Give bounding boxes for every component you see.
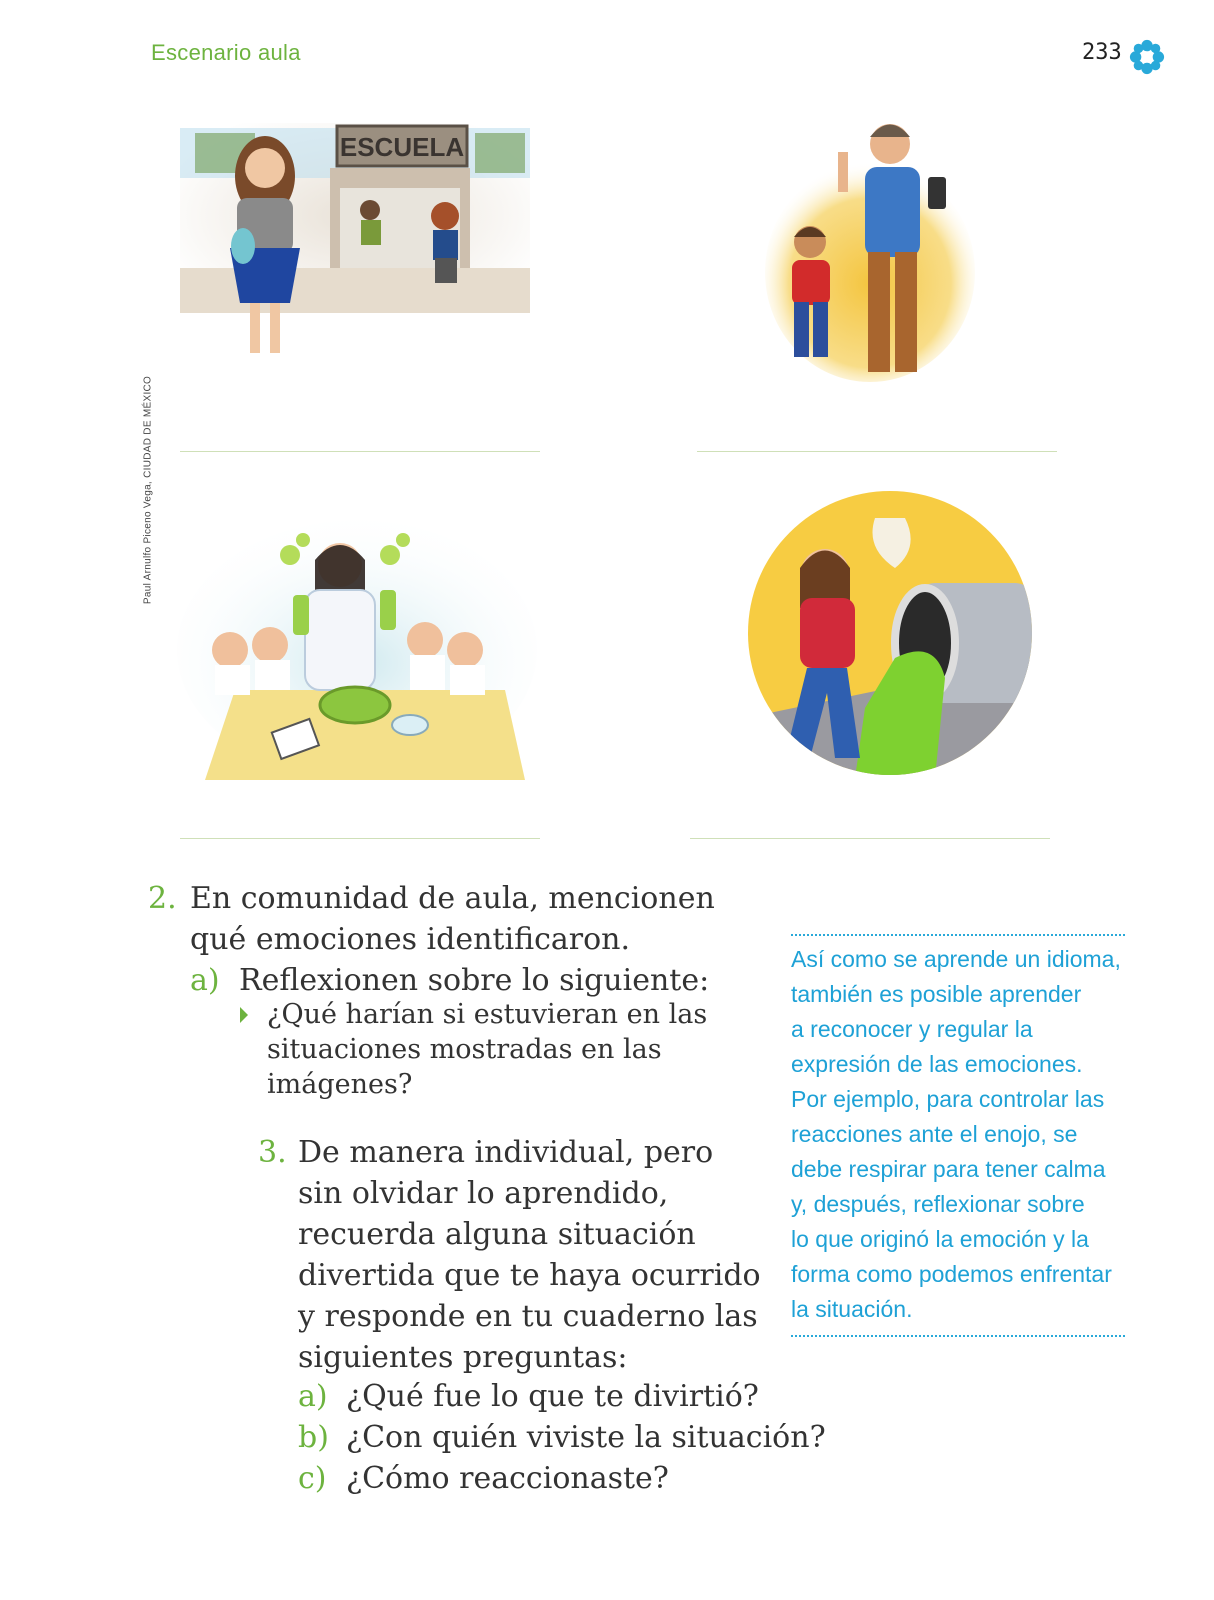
item-letter: b): [298, 1420, 329, 1455]
question-3-item-text: ¿Qué fue lo que te divirtió?: [346, 1379, 759, 1414]
question-3-line: siguientes preguntas:: [298, 1340, 628, 1375]
sidebar-line: debe respirar para tener calma: [791, 1156, 1106, 1182]
question-3-item-text: ¿Con quién viviste la situación?: [346, 1420, 826, 1455]
section-title: Escenario aula: [151, 40, 301, 65]
sidebar-line: Por ejemplo, para controlar las: [791, 1086, 1105, 1112]
item-letter: c): [298, 1461, 327, 1496]
sidebar-line: y, después, reflexionar sobre: [791, 1191, 1085, 1217]
page-number: 233: [1082, 40, 1122, 65]
sidebar-line: expresión de las emociones.: [791, 1051, 1083, 1077]
father-phone-illustration: [760, 112, 980, 392]
question-3-line: divertida que te haya ocurrido: [298, 1258, 761, 1293]
science-class-illustration: [175, 510, 540, 780]
sidebar-line: también es posible aprender: [791, 981, 1082, 1007]
question-number: 2.: [148, 881, 177, 916]
question-2-a-text: Reflexionen sobre lo siguiente:: [239, 963, 710, 998]
sidebar-line: forma como podemos enfrentar: [791, 1261, 1112, 1287]
bullet-icon: [240, 1007, 248, 1023]
sidebar-line: Así como se aprende un idioma,: [791, 946, 1121, 972]
question-3-item: [298, 1458, 327, 1499]
question-3-line: sin olvidar lo aprendido,: [298, 1176, 669, 1211]
question-3-item: [298, 1417, 329, 1458]
sidebar-line: lo que originó la emoción y la: [791, 1226, 1089, 1252]
item-letter: a): [298, 1379, 328, 1414]
answer-line[interactable]: [180, 451, 540, 452]
sidebar-note: [791, 934, 1125, 1337]
question-2-a: [190, 960, 220, 1001]
answer-line[interactable]: [697, 451, 1057, 452]
question-2-line: qué emociones identificaron.: [190, 922, 631, 957]
sidebar-line: reacciones ante el enojo, se: [791, 1121, 1078, 1147]
school-scene-illustration: [175, 118, 535, 368]
flower-icon: [1128, 38, 1166, 76]
question-3-line: recuerda alguna situación: [298, 1217, 696, 1252]
question-3: [258, 1132, 287, 1173]
bullet-line: imágenes?: [267, 1069, 413, 1100]
question-2-line: En comunidad de aula, mencionen: [190, 881, 715, 916]
question-3-item-text: ¿Cómo reaccionaste?: [346, 1461, 669, 1496]
sidebar-line: la situación.: [791, 1296, 913, 1322]
school-sign-text: ESCUELA: [339, 132, 465, 162]
item-letter: a): [190, 963, 220, 998]
answer-line[interactable]: [180, 838, 540, 839]
question-2: [148, 878, 177, 919]
illustration-credit: Paul Arnulfo Piceno Vega, CIUDAD DE MÉXICO: [142, 375, 154, 605]
question-3-line: De manera individual, pero: [298, 1135, 714, 1170]
answer-line[interactable]: [690, 838, 1050, 839]
sidebar-line: a reconocer y regular la: [791, 1016, 1033, 1042]
question-number: 3.: [258, 1135, 287, 1170]
drain-pipe-illustration: [745, 488, 1035, 778]
bullet-line: ¿Qué harían si estuvieran en las: [267, 999, 708, 1030]
question-3-item: [298, 1376, 328, 1417]
question-3-line: y responde en tu cuaderno las: [298, 1299, 758, 1334]
bullet-line: situaciones mostradas en las: [267, 1034, 662, 1065]
